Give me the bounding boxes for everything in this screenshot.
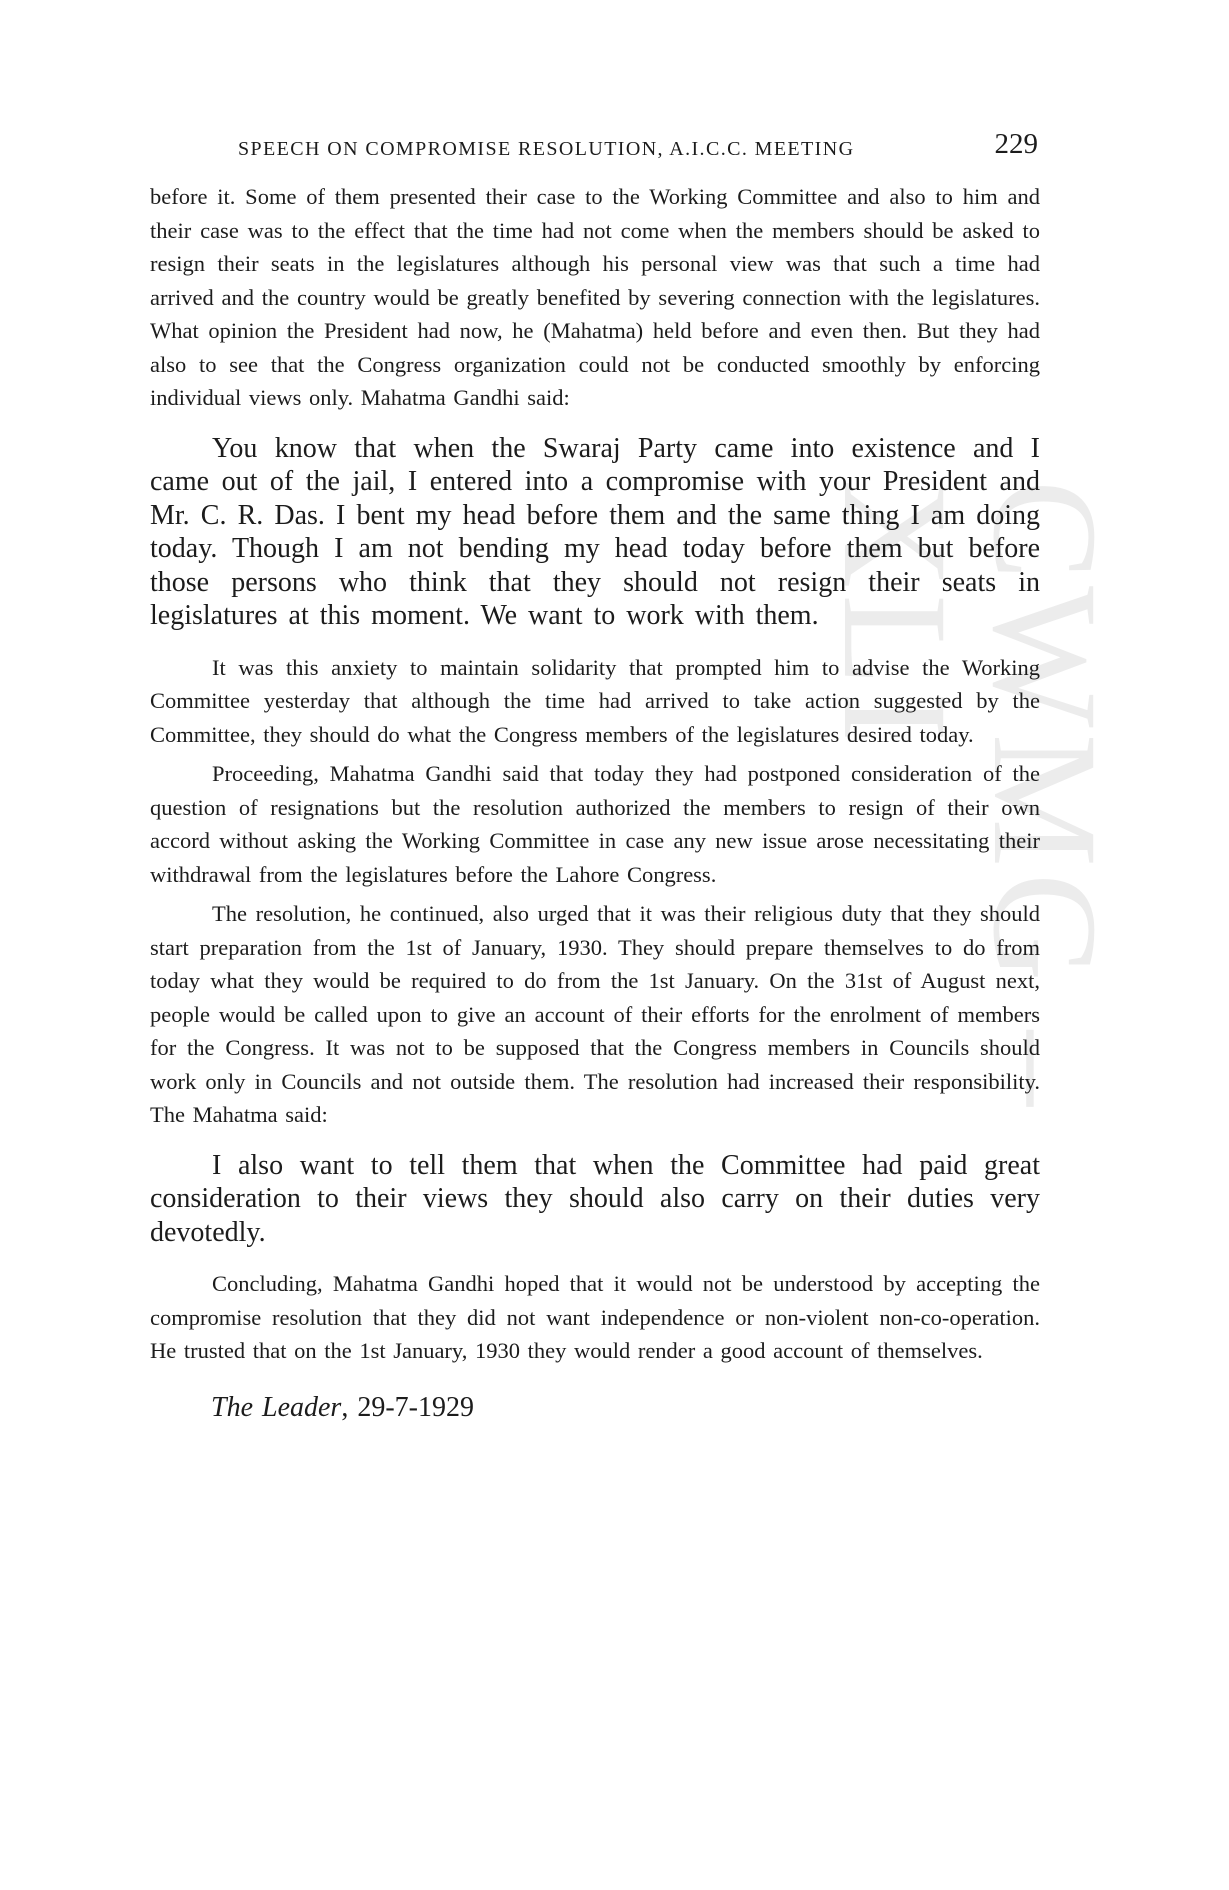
watermark: CWMG – XLI: [812, 480, 1128, 1112]
page-header: [238, 128, 1038, 168]
page-number: 229: [994, 128, 1038, 160]
source-citation: [150, 1390, 1040, 1426]
paragraph-resolution: The resolution, he continued, also urged that it was their religious duty that they should start preparation from the 1st of January, 1930. They should prepare themselves to do from today what they would be required to do from the 1st January. On the 31st of August next, people would be called upon to give an account of their efforts for the enrolment of members for the Congress. It was not to be supposed that the Congress members in Councils should work only in Councils and not outside them. The resolution had increased their responsibility. The Mahatma said:: [150, 901, 1040, 1127]
quotation-swaraj-party: You know that when the Swaraj Party came into existence and I came out of the jail, I entered into a compromise with your President and Mr. C. R. Das. I bent my head before them and the same thing I am doing today. Though I am not bending my head today before them but before those persons who think that they should not resign their seats in legislatures at this moment. We want to work with them.: [150, 432, 1040, 631]
running-head: SPEECH ON COMPROMISE RESOLUTION, A.I.C.C. MEETING: [238, 138, 855, 160]
page-body: [150, 180, 1040, 1426]
source-date: , 29-7-1929: [341, 1391, 474, 1423]
paragraph-proceeding: Proceeding, Mahatma Gandhi said that today they had postponed consideration of the question of resignations but the resolution authorized the members to resign of their own accord without asking the Working Committee in case any new issue arose necessitating their withdrawal from the legislatures before the Lahore Congress.: [150, 761, 1040, 887]
paragraph-concluding: Concluding, Mahatma Gandhi hoped that it would not be understood by accepting the compromise resolution that they did not want independence or non-violent non-co-operation. He trusted that on the 1st January, 1930 they would render a good account of themselves.: [150, 1271, 1040, 1363]
quotation-devotedly: I also want to tell them that when the Committee had paid great consideration to their views they should also carry on their duties very devotedly.: [150, 1149, 1040, 1248]
paragraph-continued: before it. Some of them presented their case to the Working Committee and also to him and their case was to the effect that the time had not come when the members should be asked to resign their seats in the legislatures although his personal view was that such a time had arrived and the country would be greatly benefited by severing connection with the legislatures. What opinion the President had now, he (Mahatma) held before and even then. But they had also to see that the Congress organization could not be conducted smoothly by enforcing individual views only. Mahatma Gandhi said:: [150, 184, 1040, 410]
paragraph-solidarity: It was this anxiety to maintain solidarity that prompted him to advise the Working Committee yesterday that although the time had arrived to take action suggested by the Committee, they should do what the Congress members of the legislatures desired today.: [150, 654, 1040, 747]
source-publication: The Leader: [211, 1391, 342, 1423]
